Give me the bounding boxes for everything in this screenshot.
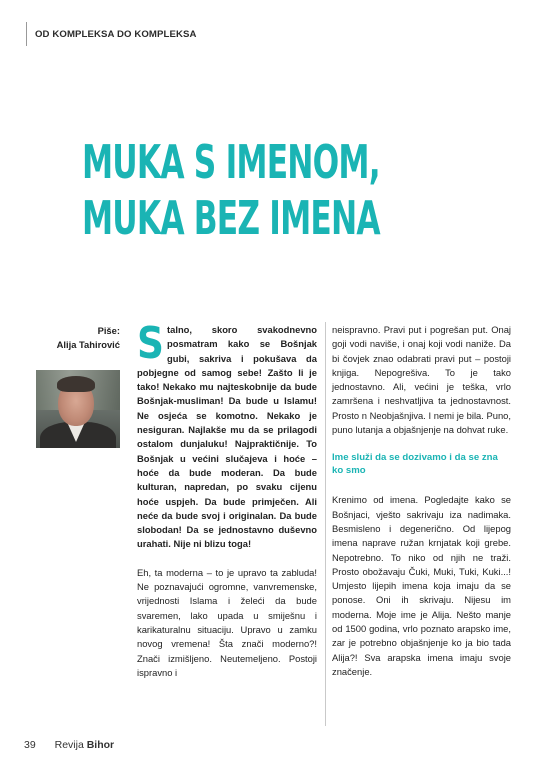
- body-paragraph-1: Eh, ta moderna – to je upravo ta zabluda! Ne poznavajući ogromne, vanvremenske, vrijednosti Islama i želeći da bude svaremen, lako upada u smiješnu i karikaturalnu situaciju. Upravo u zamku novog vremena! Šta znači moderno?! Znači izmišljeno. Neutemeljeno. Postoji ispravno i: [137, 566, 317, 678]
- article-title: [82, 134, 380, 246]
- page-footer: [24, 739, 114, 751]
- column-divider: [325, 322, 326, 726]
- column-2: [332, 323, 511, 679]
- magazine-name: Bihor: [86, 739, 115, 751]
- section-label: OD KOMPLEKSA DO KOMPLEKSA: [35, 29, 197, 40]
- byline-label: Piše:: [97, 325, 120, 336]
- header-rule: [26, 22, 27, 46]
- body-paragraph-2: Krenimo od imena. Pogledajte kako se Bošnjaci, vješto sakrivaju iza nadimaka. Besmisleno i degeneričnо. Od lijepog imena naprave ružan krnjatak koji grebe. Nepotrebno. To niko od njih ne traži. Prosto obožavaju Čuki, Muki, Tuki, Kuki...! Umjesto lijepih imena koja imaju da se ponose. Oni ih skrivaju. Nijesu im moderna. Moje ime je Alija. Nešto manje od 1500 godina, vrlo poznato arapsko ime, zar je potrebno objašnjenje ko ja bio tada Alija?! Sva arapska imena imaju svoje značenje.: [332, 494, 511, 677]
- column-1: [137, 318, 317, 680]
- author-photo: [36, 370, 120, 448]
- title-line-1: MUKA S IMENOM,: [82, 135, 380, 189]
- magazine-prefix: Revija: [54, 739, 84, 751]
- title-line-2: MUKA BEZ IMENA: [82, 191, 380, 245]
- page-number: 39: [24, 739, 36, 751]
- subheading: Ime služi da se dozivamo i da se zna ko smo: [332, 452, 498, 477]
- drop-cap: S: [137, 318, 164, 369]
- body-paragraph-1-continued: neispravno. Pravi put i pogrešan put. Onaj goji vodi naviše, i onaj koji vodi naniže. Da bi čovjek znao odabrati pravi put – postoji knjiga. Nepogrešiva. To je tako jednostavno. Ali, većini je teška, vrlo zamršena i neshvatljiva ta jednostavnost. Prosto n Neobjašnjiva. I nemi je bila. Puno, puno lutanja a objašnjenje na dohvat ruke.: [332, 324, 511, 436]
- lead-paragraph: talno, skoro svakodnevno posmatram kako se Bošnjak gubi, sakriva i pokušava da pobjegne od samog sebe! Zašto li je tako! Nekako mu najteskobnije da bude Bošnjak-musliman! Da bude u Islamu! Ne osjeća se komotno. Nekako je nesiguran. Najlakše mu da se prilagodi ostalom dunjaluku! Najpraktičnije. To Bošnjak u većini slučajeva i hoće – hoće da bude moderan. Da bude kulturan, napredan, po svaku cijenu hoće uspjeh. Da bude primječen. Ali neće da bude svoj i originalan. Da bude slobodan! Da se jednostavno duševno urahati. Nije ni blizu toga!: [137, 324, 317, 550]
- author-name: Alija Tahirović: [56, 339, 120, 350]
- byline: [36, 324, 120, 352]
